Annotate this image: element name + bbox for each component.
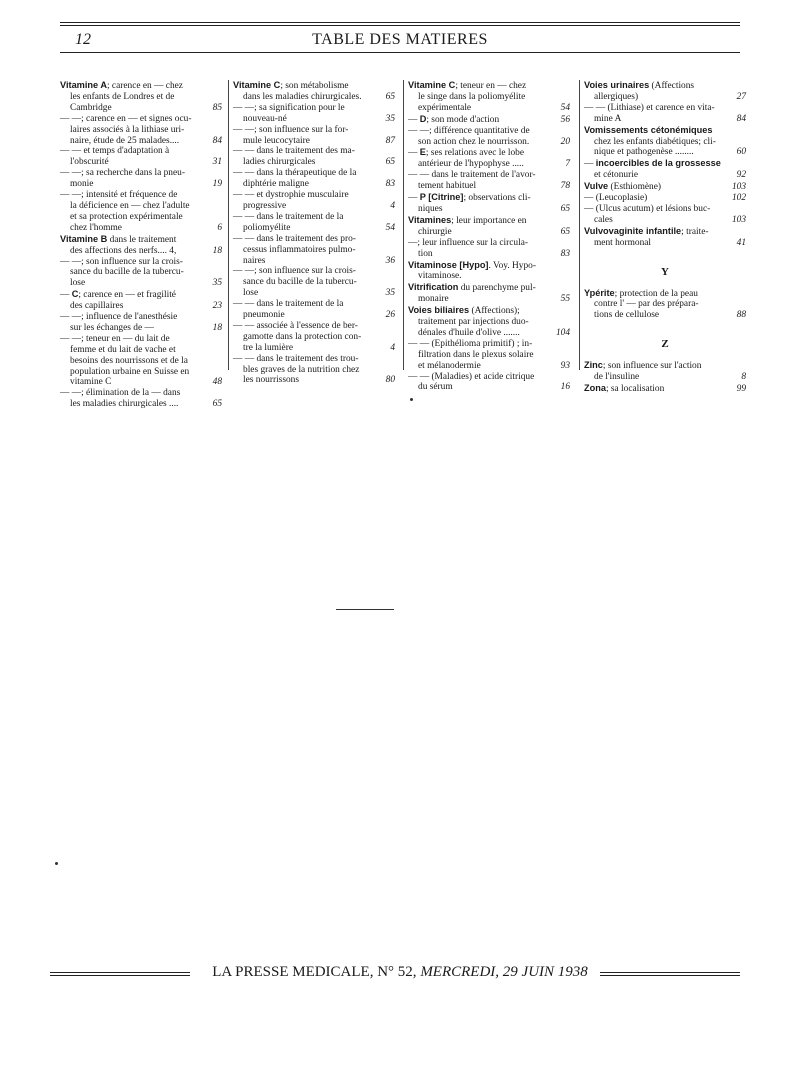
entry-text: dénales d'huile d'olive ....... bbox=[418, 327, 520, 338]
entry-text: — — et temps d'adaptation à bbox=[60, 146, 170, 157]
entry-text: progressive bbox=[243, 200, 287, 211]
entry-page-number: 55 bbox=[560, 294, 570, 305]
entry-text: — —; intensité et fréquence de bbox=[60, 190, 178, 201]
entry-page-number: 16 bbox=[560, 382, 570, 393]
entry-text: Vulve (Esthiomène) bbox=[584, 181, 662, 193]
entry-text: — —; carence en — et signes ocu- bbox=[60, 113, 192, 124]
entry-text: chirurgie bbox=[418, 226, 452, 237]
entry-page-number: 54 bbox=[560, 102, 570, 113]
entry-text: Cambridge bbox=[70, 102, 112, 113]
entry-text: — — dans le traitement de l'avor- bbox=[408, 170, 536, 181]
entry-text: traitement par injections duo- bbox=[418, 317, 529, 328]
index-entry bbox=[233, 299, 395, 321]
index-entry bbox=[584, 360, 746, 383]
entry-text: — — dans le traitement de la bbox=[233, 299, 344, 310]
entry-text: allergiques) bbox=[594, 91, 639, 102]
entry-page-number: 78 bbox=[560, 181, 570, 192]
index-entry bbox=[584, 226, 746, 249]
entry-text: contre l' — par des prépara- bbox=[594, 299, 699, 310]
entry-page-number: 19 bbox=[212, 179, 222, 190]
entry-text: — (Leucoplasie) bbox=[584, 193, 648, 204]
index-entry bbox=[408, 170, 570, 192]
entry-page-number: 31 bbox=[212, 157, 222, 168]
entry-page-number: 26 bbox=[385, 310, 395, 321]
entry-text: — —; sa recherche dans la pneu- bbox=[60, 168, 185, 179]
index-entry bbox=[584, 158, 746, 181]
index-entry bbox=[233, 321, 395, 354]
index-entry bbox=[233, 80, 395, 103]
entry-text: —; leur influence sur la circula- bbox=[408, 237, 528, 248]
entry-page-number: 83 bbox=[560, 248, 570, 259]
entry-page-number: 65 bbox=[385, 91, 395, 102]
page-number: 12 bbox=[75, 31, 91, 48]
index-entry bbox=[60, 334, 222, 389]
entry-text: tre la lumière bbox=[243, 342, 293, 353]
entry-page-number: 35 bbox=[212, 278, 222, 289]
index-entry bbox=[584, 181, 746, 193]
index-entry bbox=[233, 125, 395, 147]
entry-text: sance du bacille de la tubercu- bbox=[243, 277, 357, 288]
entry-page-number: 104 bbox=[555, 327, 570, 338]
entry-page-number: 103 bbox=[731, 182, 746, 193]
entry-text: Vulvovaginite infantile; traite- bbox=[584, 225, 709, 237]
entry-page-number: 83 bbox=[385, 179, 395, 190]
entry-text: cales bbox=[594, 214, 613, 225]
section-letter: Y bbox=[661, 265, 669, 278]
entry-page-number: 84 bbox=[736, 113, 746, 124]
entry-text: — —; sa signification pour le bbox=[233, 102, 345, 113]
index-entry bbox=[408, 147, 570, 170]
entry-text: naires bbox=[243, 255, 266, 266]
index-entry bbox=[408, 114, 570, 126]
entry-page-number: 85 bbox=[212, 102, 222, 113]
entry-text: ment hormonal bbox=[594, 237, 652, 248]
entry-text: Vitamine A; carence en — chez bbox=[60, 80, 183, 91]
entry-text: et mélanodermie bbox=[418, 360, 481, 371]
index-entry bbox=[584, 288, 746, 322]
entry-text: des affections des nerfs.... 4, bbox=[70, 245, 177, 256]
entry-page-number: 65 bbox=[385, 157, 395, 168]
index-entry bbox=[408, 372, 570, 394]
index-entry bbox=[408, 339, 570, 372]
entry-text: poliomyélite bbox=[243, 222, 291, 233]
entry-text: tions de cellulose bbox=[594, 310, 660, 321]
entry-page-number: 8 bbox=[741, 372, 746, 383]
index-entry bbox=[408, 126, 570, 148]
entry-text: Ypérite; protection de la peau bbox=[584, 287, 698, 299]
entry-page-number: 87 bbox=[385, 135, 395, 146]
entry-text: — —; son influence sur la crois- bbox=[60, 256, 183, 267]
section-letter: Z bbox=[661, 338, 669, 351]
entry-text: les nourrissons bbox=[243, 375, 299, 386]
index-entry bbox=[233, 266, 395, 299]
index-entry bbox=[584, 383, 746, 395]
entry-page-number: 93 bbox=[560, 360, 570, 371]
entry-text: antérieur de l'hypophyse ..... bbox=[418, 159, 524, 170]
index-entry bbox=[584, 204, 746, 226]
index-entry bbox=[408, 282, 570, 305]
entry-text: monie bbox=[70, 179, 94, 190]
index-entry bbox=[60, 190, 222, 234]
entry-page-number: 4 bbox=[390, 200, 395, 211]
entry-text: les enfants de Londres et de bbox=[70, 91, 175, 102]
entry-text: nouveau-né bbox=[243, 113, 287, 124]
entry-text: sur les échanges de — bbox=[70, 322, 154, 333]
entry-page-number: 4 bbox=[390, 342, 395, 353]
index-entry bbox=[60, 168, 222, 190]
entry-text: monaire bbox=[418, 294, 449, 305]
entry-text: chez l'homme bbox=[70, 222, 122, 233]
entry-text: — P [Citrine]; observations cli- bbox=[408, 192, 531, 204]
index-entry bbox=[60, 234, 222, 257]
entry-text: — (Ulcus acutum) et lésions buc- bbox=[584, 203, 711, 214]
entry-text: Vitamine C; teneur en — chez bbox=[408, 80, 527, 91]
index-entry bbox=[60, 114, 222, 147]
entry-page-number: 54 bbox=[385, 222, 395, 233]
index-entry bbox=[60, 257, 222, 290]
entry-text: et cétonurie bbox=[594, 170, 638, 181]
entry-text: — —; influence de l'anesthésie bbox=[60, 312, 178, 323]
entry-page-number: 18 bbox=[212, 245, 222, 256]
entry-text: — — (Maladies) et acide citrique bbox=[408, 371, 535, 382]
column-divider bbox=[403, 80, 404, 370]
entry-text: — E; ses relations avec le lobe bbox=[408, 147, 524, 159]
entry-text: la déficience en — chez l'adulte bbox=[70, 200, 190, 211]
entry-text: population urbaine en Suisse en bbox=[70, 366, 190, 377]
index-entry bbox=[408, 238, 570, 260]
entry-text: besoins des nourrissons et de la bbox=[70, 355, 188, 366]
index-entry bbox=[408, 80, 570, 114]
entry-page-number: 35 bbox=[385, 288, 395, 299]
entry-text: Zinc; son influence sur l'action bbox=[584, 360, 702, 372]
index-entry bbox=[584, 80, 746, 103]
header-rule-bottom bbox=[60, 52, 740, 53]
entry-page-number: 36 bbox=[385, 255, 395, 266]
entry-page-number: 102 bbox=[731, 193, 746, 204]
entry-text: lose bbox=[243, 288, 259, 299]
index-entry bbox=[233, 190, 395, 212]
entry-text: laires associés à la lithiase uri- bbox=[70, 124, 185, 135]
entry-text: — C; carence en — et fragilité bbox=[60, 289, 176, 301]
entry-text: Zona; sa localisation bbox=[584, 382, 665, 394]
index-entry bbox=[408, 192, 570, 215]
entry-page-number: 60 bbox=[736, 147, 746, 158]
entry-text: sance du bacille de la tubercu- bbox=[70, 267, 184, 278]
entry-text: gamotte dans la protection con- bbox=[243, 331, 362, 342]
entry-text: — — (Lithiase) et carence en vita- bbox=[584, 102, 715, 113]
index-entry bbox=[233, 354, 395, 387]
entry-page-number: 56 bbox=[560, 114, 570, 125]
entry-text: femme et du lait de vache et bbox=[70, 344, 176, 355]
entry-text: — — dans le traitement des pro- bbox=[233, 233, 356, 244]
index-column-4 bbox=[584, 80, 746, 395]
footer-date: MERCREDI, 29 JUIN 1938 bbox=[420, 964, 588, 980]
entry-text: le singe dans la poliomyélite bbox=[418, 91, 526, 102]
entry-page-number: 88 bbox=[736, 310, 746, 321]
column-divider bbox=[228, 80, 229, 370]
entry-page-number: 27 bbox=[736, 91, 746, 102]
entry-page-number: 65 bbox=[560, 226, 570, 237]
index-entry bbox=[233, 212, 395, 234]
index-entry bbox=[233, 103, 395, 125]
entry-text: — —; teneur en — du lait de bbox=[60, 333, 170, 344]
footer-publication: LA PRESSE MEDICALE, bbox=[212, 964, 374, 980]
entry-page-number: 35 bbox=[385, 113, 395, 124]
entry-text: dans les maladies chirurgicales. bbox=[243, 91, 362, 102]
index-entry bbox=[584, 193, 746, 204]
entry-text: tion bbox=[418, 248, 433, 259]
entry-page-number: 7 bbox=[565, 159, 570, 170]
entry-text: — incoercibles de la grossesse bbox=[584, 158, 721, 170]
index-entry bbox=[60, 80, 222, 114]
entry-text: et sa protection expérimentale bbox=[70, 211, 183, 222]
entry-text: pneumonie bbox=[243, 310, 285, 321]
index-entry bbox=[60, 388, 222, 410]
entry-page-number: 65 bbox=[560, 203, 570, 214]
entry-text: naire, étude de 25 malades.... bbox=[70, 135, 180, 146]
index-entry bbox=[233, 234, 395, 267]
entry-text: du sérum bbox=[418, 382, 453, 393]
entry-page-number: 99 bbox=[736, 383, 746, 394]
entry-text: nique et pathogenèse ........ bbox=[594, 147, 694, 158]
footer-issue: N° 52, bbox=[377, 964, 417, 980]
entry-page-number: 80 bbox=[385, 375, 395, 386]
index-entry bbox=[584, 125, 746, 159]
entry-text: son action chez le nourrisson. bbox=[418, 136, 530, 147]
header-rule-top-second bbox=[60, 25, 740, 26]
entry-text: l'obscurité bbox=[70, 157, 109, 168]
index-entry bbox=[408, 215, 570, 238]
header-rule-top bbox=[60, 22, 740, 23]
entry-text: — — (Epithélioma primitif) ; in- bbox=[408, 338, 533, 349]
entry-text: Vitamine C; son métabolisme bbox=[233, 80, 349, 91]
page-title: TABLE DES MATIERES bbox=[312, 31, 488, 48]
index-entry bbox=[60, 146, 222, 168]
entry-text: expérimentale bbox=[418, 102, 472, 113]
entry-text: ladies chirurgicales bbox=[243, 157, 316, 168]
entry-text: — — associée à l'essence de ber- bbox=[233, 320, 358, 331]
entry-text: des capillaires bbox=[70, 301, 124, 312]
entry-text: Vitamines; leur importance en bbox=[408, 214, 527, 226]
entry-text: lose bbox=[70, 278, 86, 289]
entry-page-number: 6 bbox=[217, 222, 222, 233]
entry-text: — —; élimination de la — dans bbox=[60, 388, 181, 399]
entry-text: — — dans le traitement des trou- bbox=[233, 353, 359, 364]
entry-text: Voies urinaires (Affections bbox=[584, 80, 695, 91]
entry-text: vitaminose. bbox=[418, 271, 462, 282]
index-column-3 bbox=[408, 80, 570, 393]
entry-text: Vomissements cétonémiques bbox=[584, 124, 713, 135]
index-entry bbox=[233, 168, 395, 190]
entry-page-number: 20 bbox=[560, 136, 570, 147]
column-divider bbox=[579, 80, 580, 370]
entry-text: — — dans le traitement de la bbox=[233, 211, 344, 222]
entry-page-number: 84 bbox=[212, 135, 222, 146]
entry-text: — D; son mode d'action bbox=[408, 113, 500, 125]
index-entry bbox=[60, 289, 222, 312]
entry-text: mine A bbox=[594, 113, 622, 124]
entry-page-number: 92 bbox=[736, 170, 746, 181]
entry-page-number: 48 bbox=[212, 377, 222, 388]
entry-text: — — et dystrophie musculaire bbox=[233, 190, 349, 201]
entry-text: mule leucocytaire bbox=[243, 135, 310, 146]
entry-text: — — dans la thérapeutique de la bbox=[233, 168, 357, 179]
entry-text: — —; différence quantitative de bbox=[408, 125, 530, 136]
index-entry bbox=[408, 260, 570, 283]
entry-text: bles graves de la nutrition chez bbox=[243, 364, 360, 375]
entry-page-number: 18 bbox=[212, 322, 222, 333]
entry-text: Vitaminose [Hypo]. Voy. Hypo- bbox=[408, 259, 536, 271]
entry-text: Voies biliaires (Affections); bbox=[408, 305, 520, 317]
entry-page-number: 103 bbox=[731, 214, 746, 225]
entry-page-number: 23 bbox=[212, 301, 222, 312]
entry-page-number: 41 bbox=[736, 237, 746, 248]
entry-text: — —; son influence sur la for- bbox=[233, 124, 349, 135]
entry-text: Vitrification du parenchyme pul- bbox=[408, 282, 536, 294]
footer bbox=[0, 963, 800, 981]
index-entry bbox=[584, 103, 746, 125]
end-rule bbox=[336, 609, 394, 610]
ink-speck bbox=[55, 862, 58, 865]
entry-text: — —; son influence sur la crois- bbox=[233, 266, 356, 277]
entry-text: les maladies chirurgicales .... bbox=[70, 399, 179, 410]
index-column-2 bbox=[233, 80, 395, 386]
entry-text: — — dans le traitement des ma- bbox=[233, 146, 355, 157]
index-entry bbox=[60, 312, 222, 334]
entry-text: chez les enfants diabétiques; cli- bbox=[594, 136, 716, 147]
entry-text: diphtérie maligne bbox=[243, 179, 309, 190]
index-entry bbox=[408, 305, 570, 339]
entry-text: tement habituel bbox=[418, 181, 477, 192]
entry-text: de l'insuline bbox=[594, 372, 640, 383]
entry-text: filtration dans le plexus solaire bbox=[418, 349, 534, 360]
entry-text: cessus inflammatoires pulmo- bbox=[243, 244, 356, 255]
entry-page-number: 65 bbox=[212, 399, 222, 410]
entry-text: vitamine C bbox=[70, 377, 112, 388]
entry-text: Vitamine B dans le traitement bbox=[60, 233, 177, 245]
entry-text: niques bbox=[418, 203, 443, 214]
index-entry bbox=[233, 146, 395, 168]
ink-speck bbox=[410, 398, 413, 401]
index-column-1 bbox=[60, 80, 222, 410]
